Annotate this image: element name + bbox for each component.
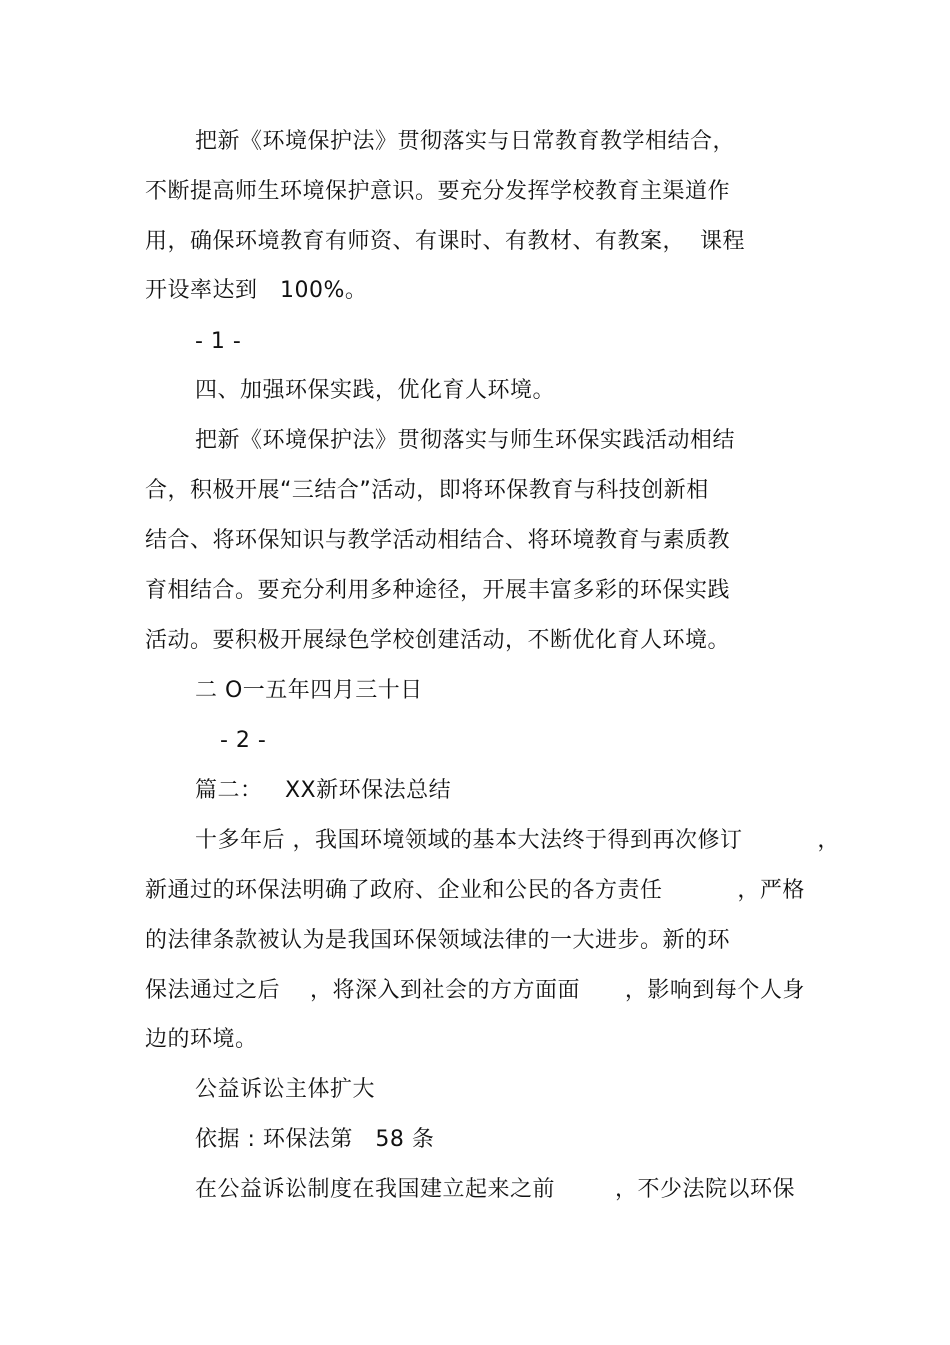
- subsection-heading: 公益诉讼主体扩大: [195, 1077, 376, 1102]
- paragraph-line: 保法通过之后 ，将深入到社会的方方面面 ，影响到每个人身: [145, 978, 805, 1003]
- paragraph-line: 十多年后 ，我国环境领域的基本大法终于得到再次修订 ，: [195, 828, 840, 853]
- paragraph-line: 结合、将环保知识与教学活动相结合、将环境教育与素质教: [145, 528, 731, 553]
- section-heading: 四、加强环保实践，优化育人环境。: [195, 378, 556, 403]
- paragraph-line: 育相结合。要充分利用多种途径，开展丰富多彩的环保实践: [145, 578, 731, 603]
- paragraph-line: 新通过的环保法明确了政府、企业和公民的各方责任 ，严格: [145, 878, 805, 903]
- basis-reference: 依据 : 环保法第 58 条: [195, 1127, 435, 1152]
- document-date: 二 O一五年四月三十日: [195, 678, 423, 703]
- paragraph-line: 在公益诉讼制度在我国建立起来之前 ，不少法院以环保: [195, 1177, 795, 1202]
- page-number: - 2 -: [220, 728, 267, 753]
- paragraph-line: 边的环境。: [145, 1027, 258, 1052]
- paragraph-line: 把新《环境保护法》贯彻落实与日常教育教学相结合，: [195, 129, 736, 154]
- paragraph-line: 开设率达到 100%。: [145, 278, 368, 303]
- paragraph-line: 用，确保环境教育有师资、有课时、有教材、有教案， 课程: [145, 229, 745, 254]
- chapter-title: 篇二： XX新环保法总结: [195, 778, 452, 803]
- page-number: - 1 -: [195, 329, 242, 354]
- paragraph-line: 活动。要积极开展绿色学校创建活动，不断优化育人环境。: [145, 628, 731, 653]
- paragraph-line: 的法律条款被认为是我国环保领域法律的一大进步。新的环: [145, 928, 731, 953]
- paragraph-line: 合，积极开展“三结合”活动，即将环保教育与科技创新相: [145, 478, 709, 503]
- paragraph-line: 把新《环境保护法》贯彻落实与师生环保实践活动相结: [195, 428, 736, 453]
- paragraph-line: 不断提高师生环境保护意识。要充分发挥学校教育主渠道作: [145, 179, 731, 204]
